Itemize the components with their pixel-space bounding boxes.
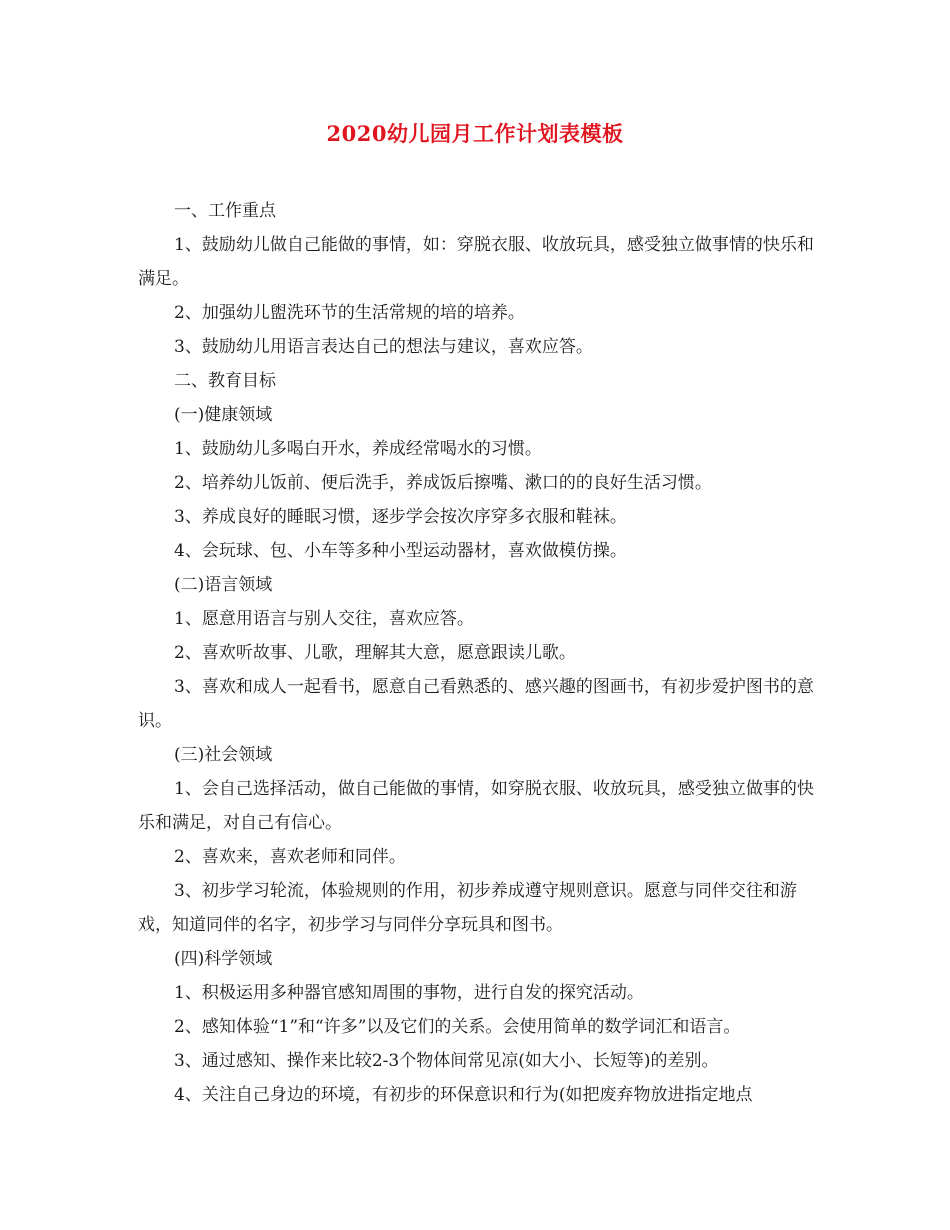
paragraph: 3、喜欢和成人一起看书，愿意自己看熟悉的、感兴趣的图画书，有初步爱护图书的意识。 bbox=[138, 677, 814, 731]
document-body bbox=[138, 194, 822, 1112]
paragraph: 3、养成良好的睡眠习惯，逐步学会按次序穿多衣服和鞋袜。 bbox=[174, 507, 627, 527]
paragraph: 3、鼓励幼儿用语言表达自己的想法与建议，喜欢应答。 bbox=[174, 337, 593, 357]
paragraph-subheading-science: (四)科学领域 bbox=[174, 949, 273, 969]
paragraph-section-1-heading: 一、工作重点 bbox=[174, 201, 276, 221]
paragraph: 3、初步学习轮流，体验规则的作用，初步养成遵守规则意识。愿意与同伴交往和游戏，知道同伴的名字，初步学习与同伴分享玩具和图书。 bbox=[138, 881, 797, 935]
paragraph-subheading-health: (一)健康领域 bbox=[174, 405, 273, 425]
paragraph-section-2-heading: 二、教育目标 bbox=[174, 371, 276, 391]
paragraph: 1、积极运用多种器官感知周围的事物，进行自发的探究活动。 bbox=[174, 983, 644, 1003]
paragraph: 1、会自己选择活动，做自己能做的事情，如穿脱衣服、收放玩具，感受独立做事的快乐和满足，对自己有信心。 bbox=[138, 779, 814, 833]
document-title: 2020幼儿园月工作计划表模板 bbox=[326, 121, 624, 146]
paragraph-subheading-social: (三)社会领域 bbox=[174, 745, 273, 765]
paragraph: 2、喜欢听故事、儿歌，理解其大意，愿意跟读儿歌。 bbox=[174, 643, 576, 663]
paragraph: 2、感知体验“1”和“许多”以及它们的关系。会使用简单的数学词汇和语言。 bbox=[174, 1017, 741, 1037]
paragraph: 1、愿意用语言与别人交往，喜欢应答。 bbox=[174, 609, 474, 629]
paragraph: 1、鼓励幼儿做自己能做的事情，如：穿脱衣服、收放玩具，感受独立做事情的快乐和满足。 bbox=[138, 235, 814, 289]
paragraph: 4、会玩球、包、小车等多种小型运动器材，喜欢做模仿操。 bbox=[174, 541, 627, 561]
paragraph: 2、培养幼儿饭前、便后洗手，养成饭后擦嘴、漱口的的良好生活习惯。 bbox=[174, 473, 712, 493]
paragraph: 2、加强幼儿盥洗环节的生活常规的培的培养。 bbox=[174, 303, 525, 323]
paragraph: 3、通过感知、操作来比较2-3个物体间常见凉(如大小、长短等)的差别。 bbox=[174, 1051, 719, 1071]
paragraph: 4、关注自己身边的环境，有初步的环保意识和行为(如把废弃物放进指定地点 bbox=[174, 1085, 753, 1105]
paragraph: 1、鼓励幼儿多喝白开水，养成经常喝水的习惯。 bbox=[174, 439, 542, 459]
paragraph: 2、喜欢来，喜欢老师和同伴。 bbox=[174, 847, 406, 867]
paragraph-subheading-language: (二)语言领域 bbox=[174, 575, 273, 595]
